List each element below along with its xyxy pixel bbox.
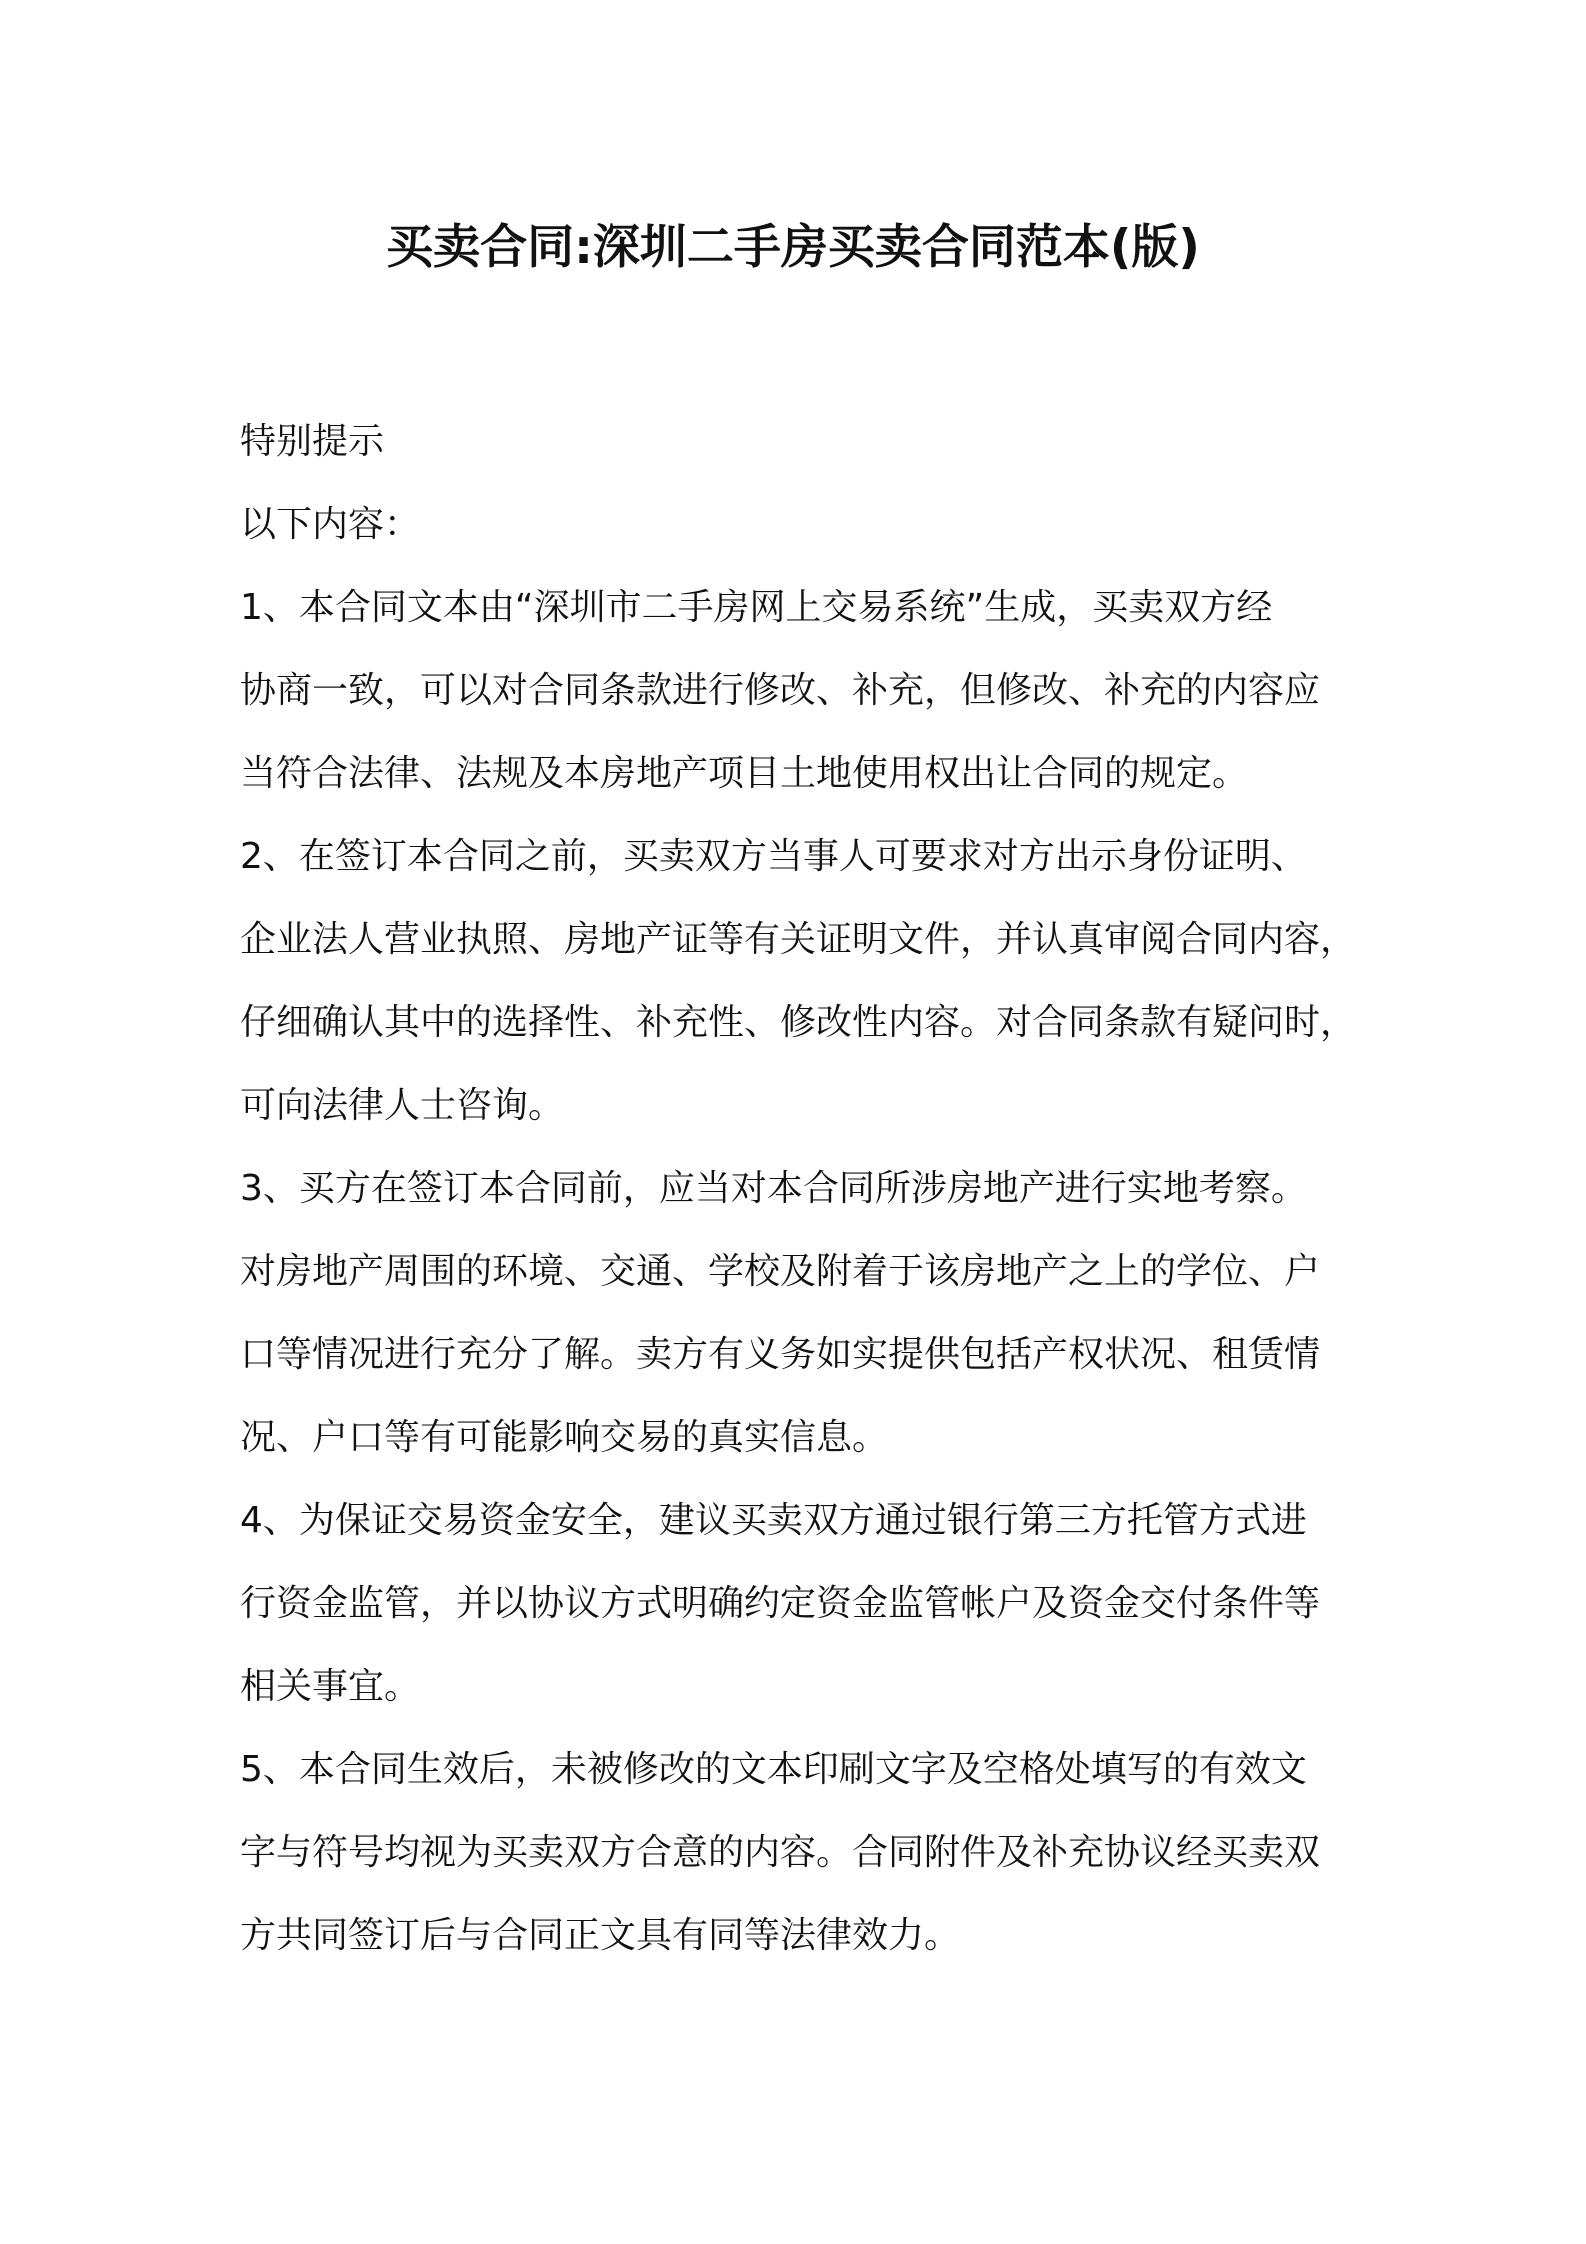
clause-line: 4、为保证交易资金安全，建议买卖双方通过银行第三方托管方式进 bbox=[240, 1500, 1307, 1541]
clause-3 bbox=[240, 1147, 1350, 1479]
clause-line: 5、本合同生效后，未被修改的文本印刷文字及空格处填写的有效文 bbox=[240, 1749, 1307, 1790]
clause-line: 况、户口等有可能影响交易的真实信息。 bbox=[240, 1417, 889, 1458]
intro-line: 以下内容： bbox=[240, 504, 421, 545]
clause-line: 企业法人营业执照、房地产证等有关证明文件，并认真审阅合同内容， bbox=[240, 919, 1357, 960]
clause-line: 相关事宜。 bbox=[240, 1666, 421, 1707]
clause-line: 当符合法律、法规及本房地产项目土地使用权出让合同的规定。 bbox=[240, 753, 1249, 794]
clause-line: 对房地产周围的环境、交通、学校及附着于该房地产之上的学位、户 bbox=[240, 1251, 1321, 1292]
special-notice-heading: 特别提示 bbox=[240, 421, 385, 462]
clause-line: 可向法律人士咨询。 bbox=[240, 1085, 565, 1126]
clause-5 bbox=[240, 1728, 1350, 1977]
clause-1 bbox=[240, 566, 1350, 815]
clause-line: 协商一致，可以对合同条款进行修改、补充，但修改、补充的内容应 bbox=[240, 670, 1321, 711]
clause-line: 字与符号均视为买卖双方合意的内容。合同附件及补充协议经买卖双 bbox=[240, 1832, 1321, 1873]
clause-line: 2、在签订本合同之前，买卖双方当事人可要求对方出示身份证明、 bbox=[240, 836, 1307, 877]
clause-2 bbox=[240, 815, 1357, 1147]
document-body bbox=[240, 400, 1357, 1977]
clause-line: 仔细确认其中的选择性、补充性、修改性内容。对合同条款有疑问时， bbox=[240, 1002, 1357, 1043]
clause-line: 1、本合同文本由“深圳市二手房网上交易系统”生成，买卖双方经 bbox=[240, 587, 1273, 628]
clause-line: 方共同签订后与合同正文具有同等法律效力。 bbox=[240, 1915, 961, 1956]
clause-line: 3、买方在签订本合同前，应当对本合同所涉房地产进行实地考察。 bbox=[240, 1168, 1307, 1209]
clause-4 bbox=[240, 1479, 1350, 1728]
document-title: 买卖合同:深圳二手房买卖合同范本(版) bbox=[386, 220, 1200, 275]
clause-line: 行资金监管，并以协议方式明确约定资金监管帐户及资金交付条件等 bbox=[240, 1583, 1321, 1624]
clause-line: 口等情况进行充分了解。卖方有义务如实提供包括产权状况、租赁情 bbox=[240, 1334, 1321, 1375]
